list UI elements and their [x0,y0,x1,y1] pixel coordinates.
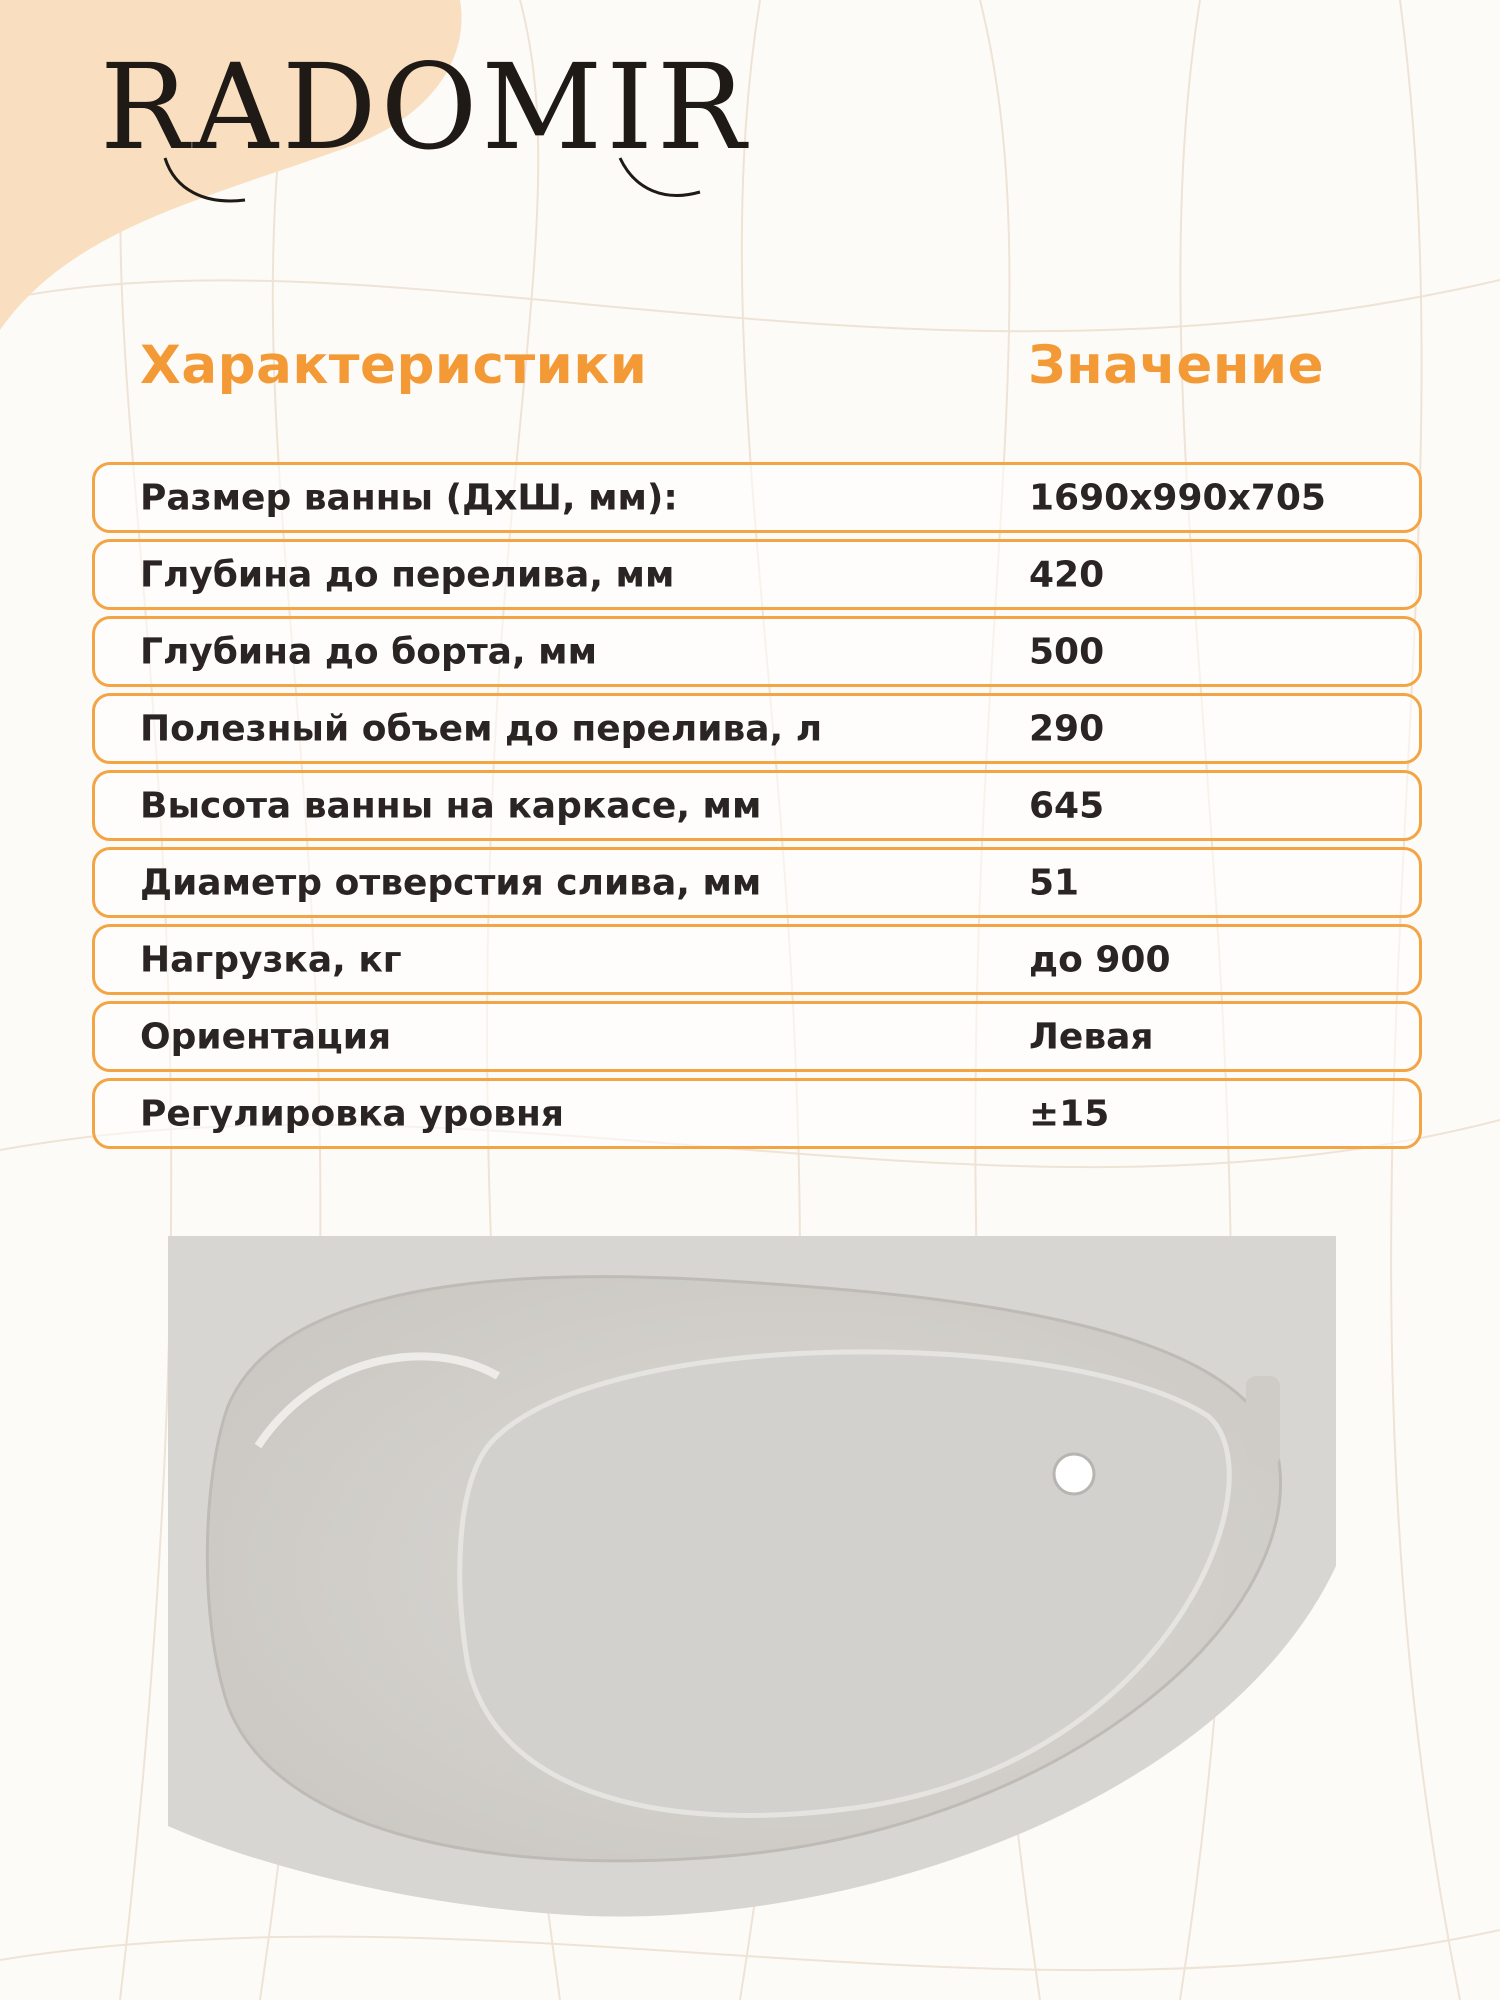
logo-swash [95,40,715,210]
spec-row-leveling [92,1078,1422,1149]
spec-name: Ориентация [140,1016,392,1057]
spec-value: Левая [1029,1016,1154,1057]
spec-name: Глубина до перелива, мм [140,554,675,595]
spec-value: 500 [1029,631,1105,672]
spec-value: ±15 [1029,1093,1110,1134]
brand-logo [95,38,750,210]
spec-name: Регулировка уровня [140,1093,564,1134]
spec-row-orientation [92,1001,1422,1072]
logo-text: RADOMIR [100,38,750,176]
spec-row-volume [92,693,1422,764]
spec-value: 420 [1029,554,1105,595]
spec-value: до 900 [1029,939,1171,980]
spec-name: Нагрузка, кг [140,939,402,980]
spec-value: 645 [1029,785,1105,826]
overflow-cover [1246,1376,1280,1466]
spec-name: Размер ванны (ДхШ, мм): [140,477,678,518]
specs-table [92,462,1422,1155]
spec-name: Высота ванны на каркасе, мм [140,785,762,826]
spec-value: 51 [1029,862,1080,903]
spec-row-drain-diameter [92,847,1422,918]
bathtub-photo [168,1236,1336,1926]
spec-row-load [92,924,1422,995]
drain-hole [1054,1454,1094,1494]
spec-name: Полезный объем до перелива, л [140,708,823,749]
spec-row-size [92,462,1422,533]
spec-row-overflow-depth [92,539,1422,610]
spec-name: Диаметр отверстия слива, мм [140,862,762,903]
spec-row-rim-depth [92,616,1422,687]
spec-name: Глубина до борта, мм [140,631,598,672]
characteristics-header: Характеристики [140,335,648,396]
spec-value: 1690x990x705 [1029,477,1326,518]
spec-row-frame-height [92,770,1422,841]
value-header: Значение [1028,335,1325,396]
spec-value: 290 [1029,708,1105,749]
